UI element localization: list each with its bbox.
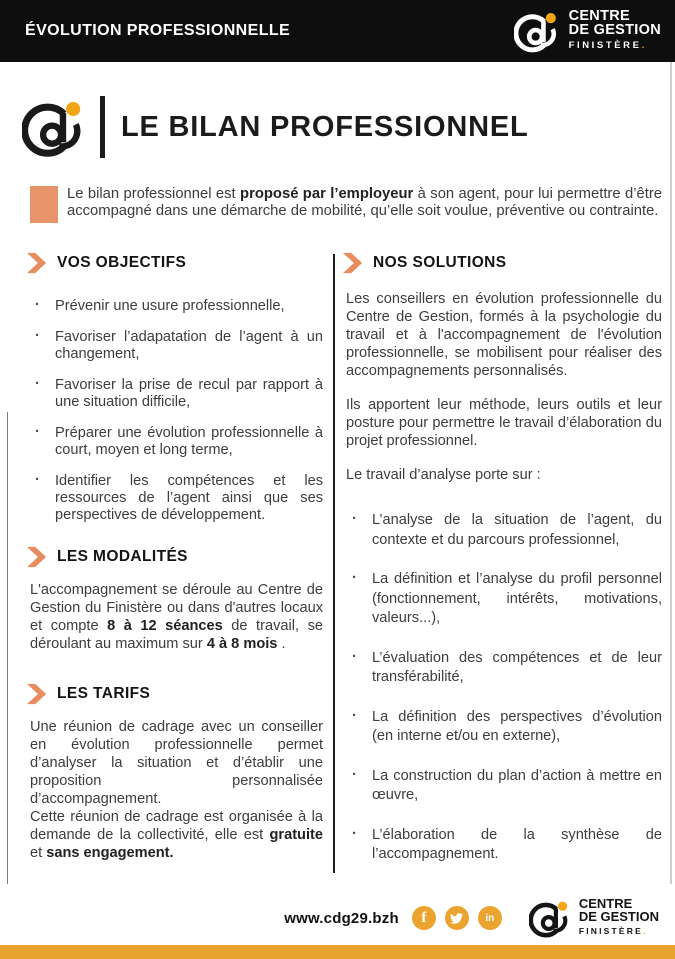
tarifs-paragraph-2: Cette réunion de cadrage est organisée à la demande de la collectivité, elle est gratuite et sans engagement. bbox=[30, 809, 323, 861]
section-objectifs-heading bbox=[30, 252, 323, 274]
section-title: LES TARIFS bbox=[57, 685, 151, 702]
section-tarifs-heading bbox=[30, 683, 323, 705]
twitter-bird-glyph bbox=[450, 912, 463, 925]
cdg-logo-icon bbox=[529, 897, 571, 939]
list-item: · Favoriser l’adapatation de l’agent à un changement, bbox=[55, 329, 323, 363]
logo-text-line1: CENTRE bbox=[568, 8, 630, 24]
solutions-paragraph-3: Le travail d’analyse porte sur : bbox=[346, 467, 541, 483]
footer bbox=[284, 892, 659, 944]
bottom-gold-bar bbox=[0, 945, 675, 959]
section-solutions-heading bbox=[346, 252, 662, 274]
title-divider-bar bbox=[100, 96, 105, 158]
cdg-logo-icon bbox=[514, 8, 560, 54]
section-title: VOS OBJECTIFS bbox=[57, 254, 187, 271]
solutions-paragraph-1: Les conseillers en évolution professionnelle du Centre de Gestion, formés à la psychologie du travail et à l'accompagnement de l'évolution professionnelle, se mobilisent pour réaliser des accompagnements personnalisés. bbox=[346, 291, 662, 379]
intro-block bbox=[30, 186, 662, 223]
list-item: · La construction du plan d’action à mettre en œuvre, bbox=[372, 767, 662, 806]
logo-text-line2: DE GESTION bbox=[568, 22, 661, 38]
chevron-icon bbox=[26, 546, 48, 568]
title-row bbox=[22, 95, 529, 159]
top-banner bbox=[0, 0, 675, 62]
accent-square bbox=[30, 186, 58, 223]
section-modalites bbox=[30, 546, 323, 653]
left-column bbox=[30, 252, 323, 862]
list-item: · La définition et l’analyse du profil personnel (fonctionnement, intérêts, motivations, valeurs...), bbox=[372, 570, 662, 629]
list-item: · Identifier les compétences et les ressources de l’agent ainsi que ses perspectives de développement. bbox=[55, 473, 323, 524]
logo-text-line3: FINISTÈRE. bbox=[568, 40, 647, 51]
section-tarifs bbox=[30, 683, 323, 862]
banner-title: ÉVOLUTION PROFESSIONNELLE bbox=[25, 22, 291, 39]
chevron-icon bbox=[26, 252, 48, 274]
social-icons bbox=[412, 906, 502, 930]
logo-text-line3: FINISTÈRE. bbox=[578, 926, 648, 937]
chevron-icon bbox=[342, 252, 364, 274]
page-edge-line-right bbox=[670, 62, 672, 884]
objectives-list bbox=[30, 298, 323, 524]
logo-text-line2: DE GESTION bbox=[578, 908, 659, 924]
solutions-list bbox=[346, 511, 662, 865]
list-item: · La définition des perspectives d’évolution (en interne et/ou en externe), bbox=[372, 708, 662, 747]
list-item: · Favoriser la prise de recul par rapport à une situation difficile, bbox=[55, 377, 323, 411]
website-link[interactable]: www.cdg29.bzh bbox=[284, 909, 399, 927]
section-title: NOS SOLUTIONS bbox=[373, 254, 507, 271]
linkedin-icon[interactable]: in bbox=[478, 906, 502, 930]
list-item: · L’évaluation des compétences et de leur transférabilité, bbox=[372, 649, 662, 688]
list-item: · Prévenir une usure professionnelle, bbox=[55, 298, 323, 315]
intro-text: Le bilan professionnel est proposé par l’employeur à son agent, pour lui permettre d’être accompagné dans une démarche de mobilité, qu’elle soit voulue, préventive ou contrainte. bbox=[67, 186, 662, 219]
cdg-logo-header bbox=[514, 8, 661, 54]
list-item: · L’élaboration de la synthèse de l’accompagnement. bbox=[372, 826, 662, 865]
cdg-logo-footer bbox=[529, 897, 659, 939]
cdg-logo-icon bbox=[22, 95, 86, 159]
right-column bbox=[346, 252, 662, 885]
twitter-icon[interactable] bbox=[445, 906, 469, 930]
section-modalites-heading bbox=[30, 546, 323, 568]
list-item: · Préparer une évolution professionnelle à court, moyen et long terme, bbox=[55, 425, 323, 459]
page-edge-line-left bbox=[7, 412, 8, 884]
logo-text-line1: CENTRE bbox=[578, 896, 633, 912]
chevron-icon bbox=[26, 683, 48, 705]
list-item: · L’analyse de la situation de l’agent, du contexte et du parcours professionnel, bbox=[372, 511, 662, 550]
section-title: LES MODALITÉS bbox=[57, 548, 188, 565]
column-divider bbox=[333, 254, 335, 873]
tarifs-paragraph-1: Une réunion de cadrage avec un conseiller en évolution professionnelle permet d’analyser la situation et d’établir une proposition personnalisée d’accompagnement. bbox=[30, 719, 323, 807]
solutions-paragraph-2: Ils apportent leur méthode, leurs outils et leur posture pour permettre le travail d’élaboration du projet professionnel. bbox=[346, 397, 662, 449]
facebook-icon[interactable]: f bbox=[412, 906, 436, 930]
modalites-text: L'accompagnement se déroule au Centre de Gestion du Finistère ou dans d'autres locaux et compte 8 à 12 séances de travail, se déroulant au maximum sur 4 à 8 mois . bbox=[30, 582, 323, 652]
page-title: LE BILAN PROFESSIONNEL bbox=[121, 110, 529, 143]
